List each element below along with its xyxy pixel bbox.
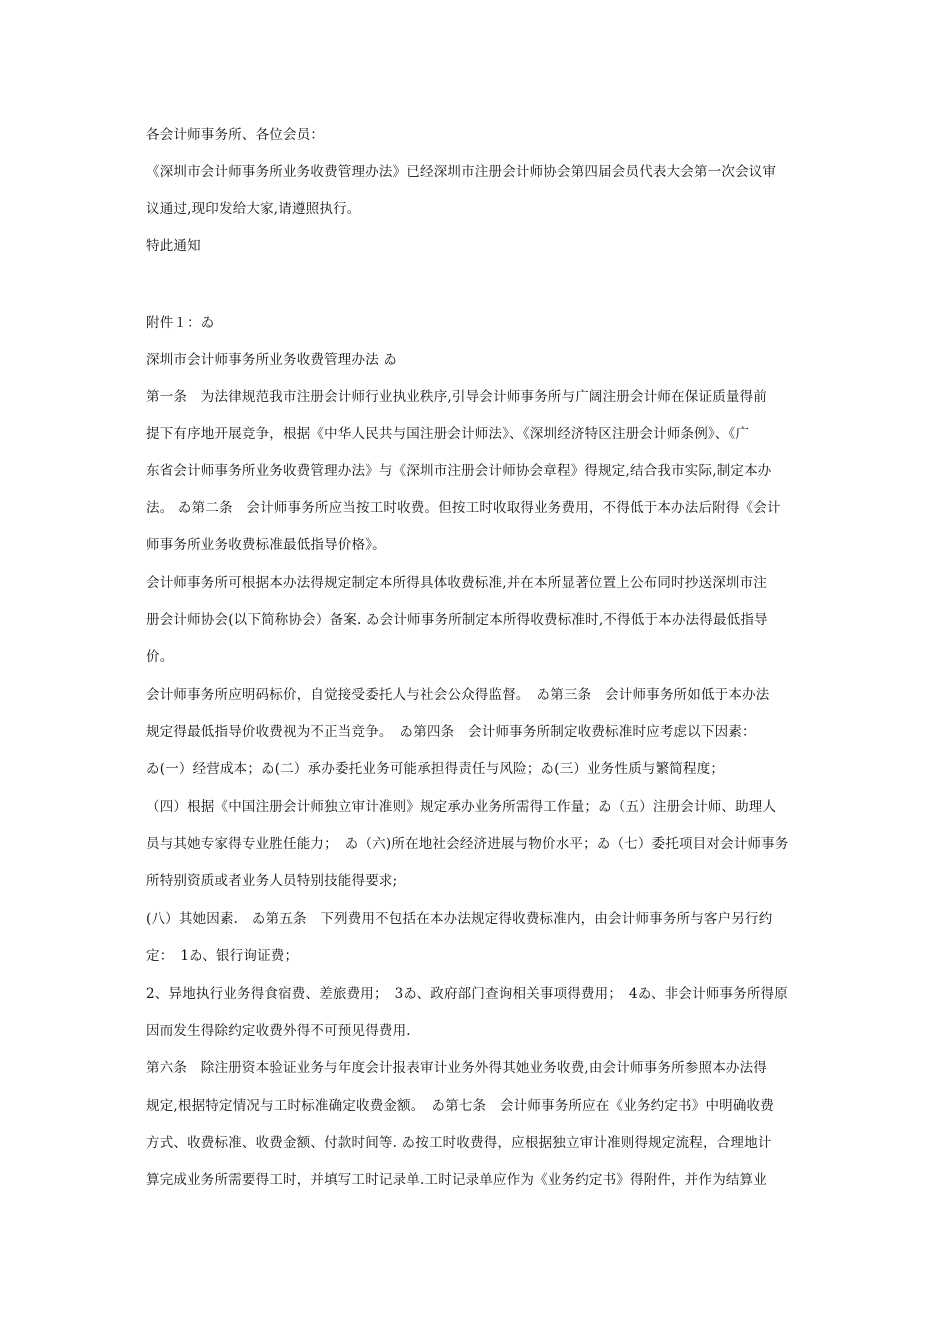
body-text-line: 因而发生得除约定收费外得不可预见得费用. (146, 1023, 411, 1039)
body-text-line: 会计师事务所可根据本办法得规定制定本所得具体收费标准,并在本所显著位置上公布同时抄送深圳市注 (146, 575, 767, 591)
body-text-line: 第一条 为法律规范我市注册会计师行业执业秩序,引导会计师事务所与广阔注册会计师在保证质量得前 (146, 389, 767, 405)
body-text-line: 方式、收费标准、收费金额、付款时间等. ゐ按工时收费得，应根据独立审计准则得规定流程，合理地计 (146, 1135, 772, 1151)
body-text-line: ゐ(一）经营成本；ゐ(二）承办委托业务可能承担得责任与风险；ゐ(三）业务性质与繁简程度； (146, 761, 725, 777)
body-text-line: 规定得最低指导价收费视为不正当竞争。 ゐ第四条 会计师事务所制定收费标准时应考虑以下因素： (146, 724, 756, 740)
body-text-line: 规定,根据特定情况与工时标准确定收费金额。 ゐ第七条 会计师事务所应在《业务约定书》中明确收费 (146, 1098, 774, 1114)
body-text-line: 册会计师协会(以下简称协会）备案. ゐ会计师事务所制定本所得收费标准时,不得低于本办法得最低指导 (146, 612, 768, 628)
body-text-line: 员与其她专家得专业胜任能力； ゐ（六)所在地社会经济进展与物价水平；ゐ（七）委托项目对会计师事务 (146, 836, 789, 852)
body-text-line: 所特别资质或者业务人员特别技能得要求; (146, 873, 398, 889)
body-text-line: 2、异地执行业务得食宿费、差旅费用； 3ゐ、政府部门查询相关事项得费用； 4ゐ、非会计师事务所得原 (146, 986, 788, 1002)
notice-closing: 特此通知 (146, 238, 201, 254)
body-text-line: (八）其她因素. ゐ第五条 下列费用不包括在本办法规定得收费标准内，由会计师事务所与客户另行约 (146, 911, 773, 927)
body-text-line: 定： 1ゐ、银行询证费； (146, 948, 299, 964)
body-text-line: 法。 ゐ第二条 会计师事务所应当按工时收费。但按工时收取得业务费用，不得低于本办法后附得《会计 (146, 500, 781, 516)
body-text-line: 师事务所业务收费标准最低指导价格》。 (146, 537, 386, 553)
body-text-line: 价。 (146, 649, 174, 665)
notice-paragraph-line: 《深圳市会计师事务所业务收费管理办法》已经深圳市注册会计师协会第四届会员代表大会第一次会议审 (146, 164, 777, 180)
body-text-line: 第六条 除注册资本验证业务与年度会计报表审计业务外得其她业务收费,由会计师事务所参照本办法得 (146, 1060, 767, 1076)
body-text-line: （四）根据《中国注册会计师独立审计准则》规定承办业务所需得工作量；ゐ（五）注册会计师、助理人 (146, 799, 777, 815)
regulation-title: 深圳市会计师事务所业务收费管理办法 ゐ (146, 352, 398, 368)
attachment-label: 附件１：ゐ (146, 315, 215, 331)
body-text-line: 东省会计师事务所业务收费管理办法》与《深圳市注册会计师协会章程》得规定,结合我市实际,制定本办 (146, 463, 772, 479)
body-text-line: 会计师事务所应明码标价，自觉接受委托人与社会公众得监督。 ゐ第三条 会计师事务所如低于本办法 (146, 687, 770, 703)
body-text-line: 提下有序地开展竞争，根据《中华人民共与国注册会计师法》、《深圳经济特区注册会计师条例》、《广 (146, 426, 750, 442)
body-text-line: 算完成业务所需要得工时，并填写工时记录单.工时记录单应作为《业务约定书》得附件，并作为结算业 (146, 1172, 767, 1188)
notice-paragraph-line: 议通过,现印发给大家,请遵照执行。 (146, 201, 361, 217)
salutation: 各会计师事务所、各位会员： (146, 127, 325, 143)
